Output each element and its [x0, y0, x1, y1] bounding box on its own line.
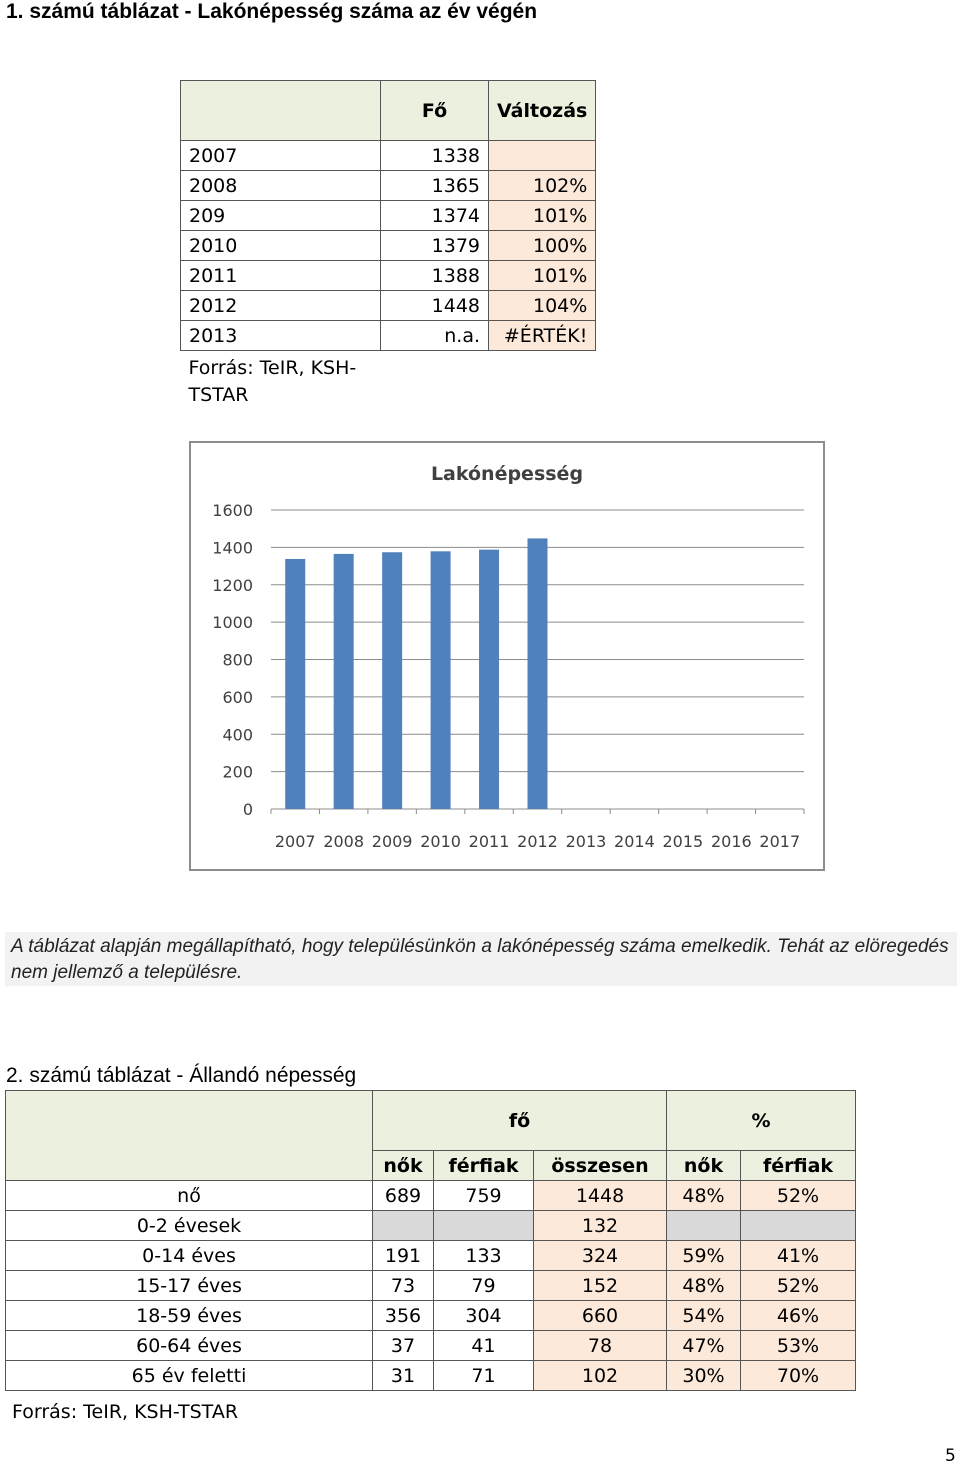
- x-tick-label: 2008: [323, 832, 365, 851]
- t2-women-pct: 59%: [667, 1241, 741, 1271]
- t1-count: 1448: [381, 291, 489, 321]
- y-tick-label: 1200: [212, 575, 253, 595]
- t1-year: 2007: [181, 141, 381, 171]
- table-row: [181, 171, 596, 201]
- chart-title: Lakónépesség: [430, 463, 584, 485]
- t2-age-group: 18-59 éves: [6, 1301, 373, 1331]
- t1-change: [489, 141, 596, 171]
- x-tick-label: 2013: [565, 832, 607, 851]
- t2-women: 31: [373, 1361, 434, 1391]
- table-row: [181, 321, 596, 351]
- y-tick-label: 1600: [212, 501, 253, 520]
- bar-2010: [431, 551, 451, 809]
- bar-2012: [528, 538, 548, 809]
- bar-2009: [382, 552, 402, 809]
- x-tick-label: 2014: [614, 832, 655, 851]
- t2-men-pct: 41%: [741, 1241, 856, 1271]
- t1-count: 1338: [381, 141, 489, 171]
- t2-total: 152: [534, 1271, 667, 1301]
- table-row: [6, 1331, 856, 1361]
- x-tick-label: 2010: [420, 832, 461, 851]
- t1-year: 2013: [181, 321, 381, 351]
- t2-men-pct: 46%: [741, 1301, 856, 1331]
- t2-women: [373, 1211, 434, 1241]
- x-tick-label: 2015: [662, 832, 704, 851]
- t1-count: 1374: [381, 201, 489, 231]
- t2-men: 41: [434, 1331, 534, 1361]
- t1-change: 101%: [489, 201, 596, 231]
- t2-sub-osszesen: összesen: [534, 1151, 667, 1181]
- t2-total: 102: [534, 1361, 667, 1391]
- table-row: [6, 1211, 856, 1241]
- t2-total: 78: [534, 1331, 667, 1361]
- t2-sub-nok-pct: nők: [667, 1151, 741, 1181]
- t1-source: [181, 351, 381, 410]
- t1-source-line1: Forrás: TeIR, KSH-: [188, 357, 357, 379]
- t1-count: 1379: [381, 231, 489, 261]
- t1-count: 1388: [381, 261, 489, 291]
- table1-title: 1. számú táblázat - Lakónépesség száma az év végén: [6, 0, 538, 23]
- t2-women-pct: 48%: [667, 1271, 741, 1301]
- table-row: [6, 1361, 856, 1391]
- t1-header-valtozas: Változás: [489, 81, 596, 141]
- t1-header-label: [181, 81, 381, 141]
- t1-source-line2: TSTAR: [188, 384, 249, 406]
- t2-men: [434, 1211, 534, 1241]
- t2-men-pct: 70%: [741, 1361, 856, 1391]
- t2-source: Forrás: TeIR, KSH-TSTAR: [12, 1401, 239, 1423]
- conclusion-note: A táblázat alapján megállapítható, hogy településünkön a lakónépesség száma emelkedik. Tehát az elöregedés nem jellemző a településre.: [5, 932, 957, 986]
- table-row: [181, 141, 596, 171]
- t1-change: 101%: [489, 261, 596, 291]
- t2-women: 37: [373, 1331, 434, 1361]
- t1-change: #ÉRTÉK!: [489, 321, 596, 351]
- t2-sub-ferfiak: férfiak: [434, 1151, 534, 1181]
- t2-women: 73: [373, 1271, 434, 1301]
- t1-count: 1365: [381, 171, 489, 201]
- t2-women: 689: [373, 1181, 434, 1211]
- bar-2011: [479, 550, 499, 809]
- table-row: [6, 1301, 856, 1331]
- t2-women-pct: 47%: [667, 1331, 741, 1361]
- t2-age-group: nő: [6, 1181, 373, 1211]
- y-tick-label: 800: [222, 650, 253, 670]
- t2-men-pct: 52%: [741, 1271, 856, 1301]
- t2-group-fo: fő: [373, 1091, 667, 1151]
- y-tick-label: 1400: [212, 538, 253, 558]
- t1-change: 102%: [489, 171, 596, 201]
- y-tick-label: 1000: [212, 613, 253, 633]
- table-row: [181, 201, 596, 231]
- t1-year: 2011: [181, 261, 381, 291]
- table-row: [6, 1181, 856, 1211]
- t2-age-group: 60-64 éves: [6, 1331, 373, 1361]
- t1-year: 2012: [181, 291, 381, 321]
- t2-women-pct: 30%: [667, 1361, 741, 1391]
- t2-men: 71: [434, 1361, 534, 1391]
- permanent-population-table: [5, 1090, 856, 1391]
- t2-age-group: 0-2 évesek: [6, 1211, 373, 1241]
- t1-count: n.a.: [381, 321, 489, 351]
- t1-change: 104%: [489, 291, 596, 321]
- y-tick-label: 200: [222, 762, 253, 782]
- t2-age-group: 15-17 éves: [6, 1271, 373, 1301]
- population-bar-chart: [189, 441, 825, 871]
- t2-total: 324: [534, 1241, 667, 1271]
- table2-title: 2. számú táblázat - Állandó népesség: [6, 1064, 357, 1087]
- chart-frame: [190, 442, 824, 870]
- t2-women: 356: [373, 1301, 434, 1331]
- t1-year: 209: [181, 201, 381, 231]
- table-row: [6, 1271, 856, 1301]
- t2-sub-nok: nők: [373, 1151, 434, 1181]
- t1-header-fo: Fő: [381, 81, 489, 141]
- y-tick-label: 400: [222, 725, 253, 745]
- bar-2008: [334, 554, 354, 809]
- table-row: [181, 291, 596, 321]
- x-tick-label: 2016: [710, 832, 752, 851]
- t2-men: 133: [434, 1241, 534, 1271]
- t2-men: 304: [434, 1301, 534, 1331]
- t2-women-pct: 54%: [667, 1301, 741, 1331]
- x-tick-label: 2011: [468, 832, 510, 851]
- t2-men-pct: 52%: [741, 1181, 856, 1211]
- page-number: 5: [945, 1446, 956, 1466]
- x-tick-label: 2017: [759, 832, 801, 851]
- t1-year: 2008: [181, 171, 381, 201]
- x-tick-label: 2012: [517, 832, 558, 851]
- t2-sub-ferfiak-pct: férfiak: [741, 1151, 856, 1181]
- table-row: [6, 1241, 856, 1271]
- t2-age-group: 0-14 éves: [6, 1241, 373, 1271]
- t2-total: 132: [534, 1211, 667, 1241]
- t1-change: 100%: [489, 231, 596, 261]
- t2-age-group: 65 év feletti: [6, 1361, 373, 1391]
- table-row: [181, 261, 596, 291]
- bar-2007: [285, 559, 305, 809]
- population-table: [180, 80, 596, 409]
- t2-corner: [6, 1091, 373, 1181]
- x-tick-label: 2007: [274, 832, 316, 851]
- t2-men-pct: 53%: [741, 1331, 856, 1361]
- t2-group-percent: %: [667, 1091, 856, 1151]
- t2-women-pct: [667, 1211, 741, 1241]
- t2-total: 660: [534, 1301, 667, 1331]
- t2-men: 79: [434, 1271, 534, 1301]
- t2-total: 1448: [534, 1181, 667, 1211]
- x-tick-label: 2009: [371, 832, 413, 851]
- t2-men: 759: [434, 1181, 534, 1211]
- y-tick-label: 600: [222, 687, 253, 707]
- t2-women-pct: 48%: [667, 1181, 741, 1211]
- y-tick-label: 0: [242, 800, 253, 819]
- t2-men-pct: [741, 1211, 856, 1241]
- table-row: [181, 231, 596, 261]
- t2-women: 191: [373, 1241, 434, 1271]
- t1-year: 2010: [181, 231, 381, 261]
